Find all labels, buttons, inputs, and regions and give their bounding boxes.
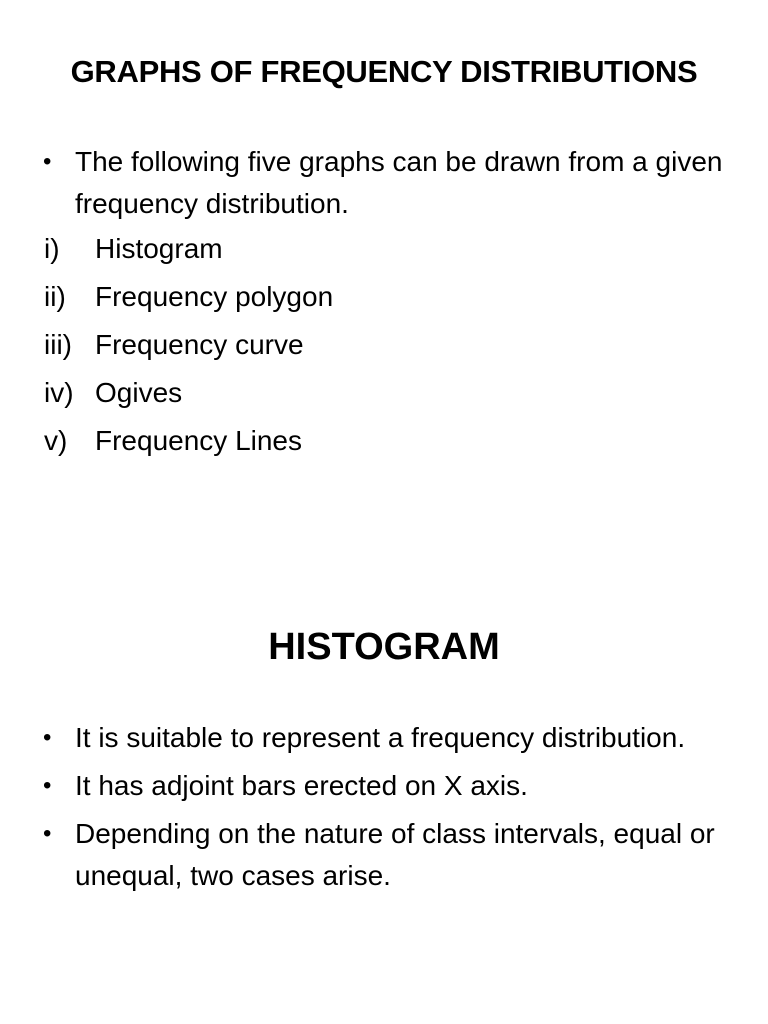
bullet-marker: • [43,820,52,847]
bullet-text: It is suitable to represent a frequency distribution. [75,722,686,753]
bullet-text: Depending on the nature of class intervals, equal or unequal, two cases arise. [75,818,715,891]
list-marker: iii) [44,329,72,360]
bullet-text: It has adjoint bars erected on X axis. [75,770,528,801]
bullet-marker: • [43,148,52,175]
bullet-list [0,141,740,225]
graph-types-list [0,228,740,468]
bullet-list [0,717,740,903]
bullet-text: The following five graphs can be drawn from a given frequency distribution. [75,146,723,219]
slide-title: GRAPHS OF FREQUENCY DISTRIBUTIONS [70,54,698,89]
bullet-marker: • [43,772,52,799]
bullet-item [0,765,740,807]
bullet-item [0,717,740,759]
list-item-text: Frequency polygon [95,281,334,312]
list-item-text: Histogram [95,233,223,264]
list-item [0,228,740,276]
bullet-item [0,141,740,225]
list-item-text: Frequency Lines [95,425,303,456]
list-item [0,324,740,372]
list-item-text: Ogives [95,377,183,408]
list-marker: iv) [44,377,74,408]
list-item-text: Frequency curve [95,329,304,360]
list-item [0,420,740,468]
slide-title: HISTOGRAM [268,626,500,668]
list-marker: i) [44,233,60,264]
list-marker: v) [44,425,68,456]
slide-histogram [0,512,768,1024]
list-item [0,276,740,324]
list-item [0,372,740,420]
list-marker: ii) [44,281,66,312]
bullet-item [0,813,740,897]
bullet-marker: • [43,724,52,751]
